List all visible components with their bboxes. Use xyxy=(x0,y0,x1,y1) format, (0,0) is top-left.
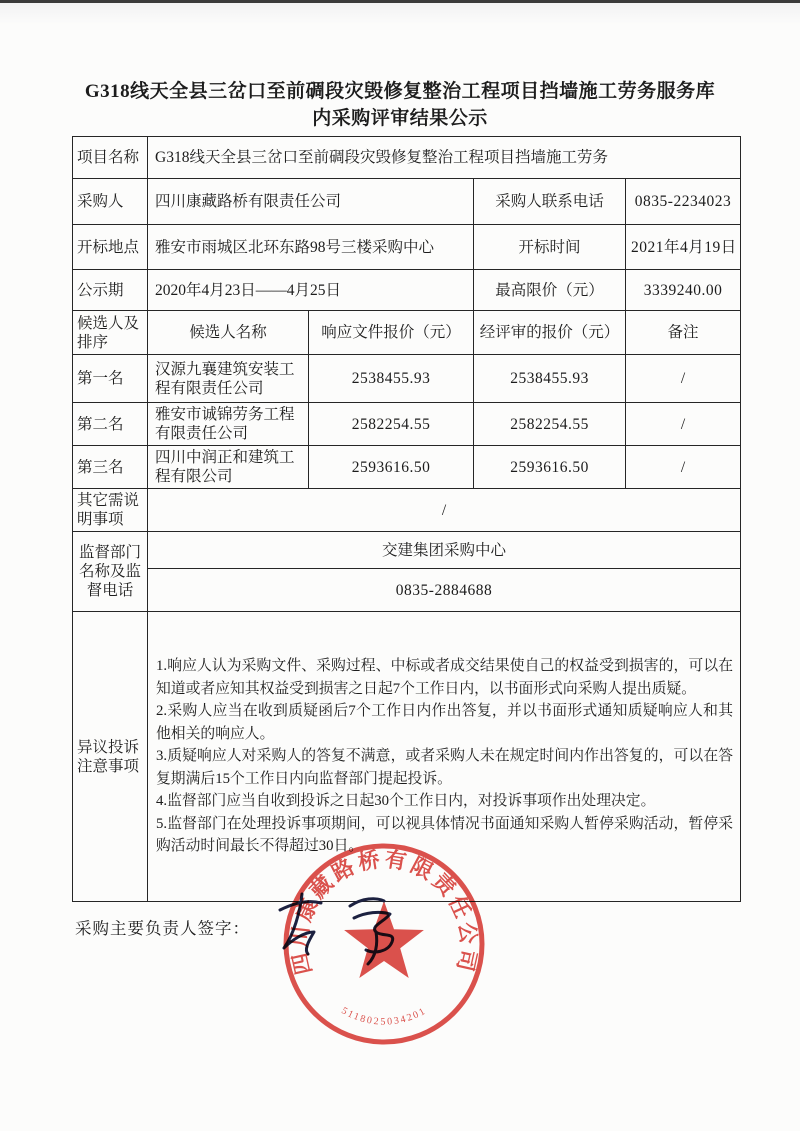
candidate-bid: 2538455.93 xyxy=(309,355,474,403)
candidate-row xyxy=(73,403,741,446)
candidates-header-row xyxy=(73,311,741,355)
candidate-evaluated: 2582254.55 xyxy=(474,403,626,446)
candidate-name: 四川中润正和建筑工程有限公司 xyxy=(148,446,309,489)
max-price-label: 最高限价（元） xyxy=(474,270,626,311)
other-notes-value: / xyxy=(148,489,741,532)
scan-shadow xyxy=(0,3,800,25)
candidate-rank: 第二名 xyxy=(73,403,148,446)
page-title-line2: 内采购评审结果公示 xyxy=(312,108,488,129)
seal-serial-text: 5118025034201 xyxy=(339,1005,429,1028)
table-row xyxy=(73,569,741,612)
candidate-evaluated: 2538455.93 xyxy=(474,355,626,403)
candidate-rank: 第三名 xyxy=(73,446,148,489)
objection-row xyxy=(73,612,741,902)
supervision-phone: 0835-2884688 xyxy=(148,569,741,612)
name-column-header: 候选人名称 xyxy=(148,311,309,355)
candidate-remark: / xyxy=(626,403,741,446)
project-name-label: 项目名称 xyxy=(73,137,148,179)
table-row xyxy=(73,489,741,532)
opening-time-value: 2021年4月19日 xyxy=(626,225,741,270)
seal-company-text: 四川康藏路桥有限责任公司 xyxy=(287,847,481,977)
candidate-remark: / xyxy=(626,355,741,403)
objection-item: 1.响应人认为采购文件、采购过程、中标或者成交结果使自己的权益受到损害的，可以在知道或者应知其权益受到损害之日起7个工作日内，以书面形式向采购人提出质疑。 xyxy=(156,658,734,697)
table-row xyxy=(73,179,741,225)
other-notes-label: 其它需说明事项 xyxy=(73,489,148,532)
table-row xyxy=(73,137,741,179)
objection-label: 异议投诉注意事项 xyxy=(73,612,148,902)
opening-place-value: 雅安市雨城区北环东路98号三楼采购中心 xyxy=(148,225,474,270)
objection-item: 5.监督部门在处理投诉事项期间，可以视具体情况书面通知采购人暂停采购活动，暂停采购活动时间最长不得超过30日。 xyxy=(156,815,734,855)
purchaser-phone-value: 0835-2234023 xyxy=(626,179,741,225)
purchaser-value: 四川康藏路桥有限责任公司 xyxy=(148,179,474,225)
evaluated-column-header: 经评审的报价（元） xyxy=(474,311,626,355)
page-title xyxy=(60,78,740,132)
announcement-table xyxy=(72,136,741,902)
page-title-line1: G318线天全县三岔口至前碉段灾毁修复整治工程项目挡墙施工劳务服务库 xyxy=(84,81,716,102)
remark-column-header: 备注 xyxy=(626,311,741,355)
objection-item: 2.采购人应当在收到质疑函后7个工作日内作出答复，并以书面形式通知质疑响应人和其他相关的响应人。 xyxy=(156,703,734,742)
objection-item: 3.质疑响应人对采购人的答复不满意，或者采购人未在规定时间内作出答复的，可以在答复期满后15个工作日内向监督部门提起投诉。 xyxy=(156,748,734,787)
bid-column-header: 响应文件报价（元） xyxy=(309,311,474,355)
project-name-value: G318线天全县三岔口至前碉段灾毁修复整治工程项目挡墙施工劳务 xyxy=(148,137,741,179)
table-row xyxy=(73,532,741,569)
table-row xyxy=(73,225,741,270)
candidate-rank: 第一名 xyxy=(73,355,148,403)
candidate-name: 雅安市诚锦劳务工程有限责任公司 xyxy=(148,403,309,446)
candidate-name: 汉源九襄建筑安装工程有限责任公司 xyxy=(148,355,309,403)
candidate-row xyxy=(73,355,741,403)
rank-column-header: 候选人及排序 xyxy=(73,311,148,355)
supervision-label: 监督部门名称及监督电话 xyxy=(73,532,148,612)
purchaser-phone-label: 采购人联系电话 xyxy=(474,179,626,225)
candidate-bid: 2582254.55 xyxy=(309,403,474,446)
candidate-evaluated: 2593616.50 xyxy=(474,446,626,489)
svg-text:5118025034201 xyxy=(339,1005,428,1027)
table-row xyxy=(73,270,741,311)
candidate-row xyxy=(73,446,741,489)
objection-content xyxy=(148,612,741,902)
opening-place-label: 开标地点 xyxy=(73,225,148,270)
supervision-department: 交建集团采购中心 xyxy=(148,532,741,569)
opening-time-label: 开标时间 xyxy=(474,225,626,270)
purchaser-label: 采购人 xyxy=(73,179,148,225)
candidate-remark: / xyxy=(626,446,741,489)
seal-star-icon xyxy=(344,901,424,978)
candidate-bid: 2593616.50 xyxy=(309,446,474,489)
publicity-period-value: 2020年4月23日——4月25日 xyxy=(148,270,474,311)
publicity-period-label: 公示期 xyxy=(73,270,148,311)
signer-label: 采购主要负责人签字： xyxy=(75,919,250,938)
objection-item: 4.监督部门应当自收到投诉之日起30个工作日内，对投诉事项作出处理决定。 xyxy=(156,793,656,810)
max-price-value: 3339240.00 xyxy=(626,270,741,311)
